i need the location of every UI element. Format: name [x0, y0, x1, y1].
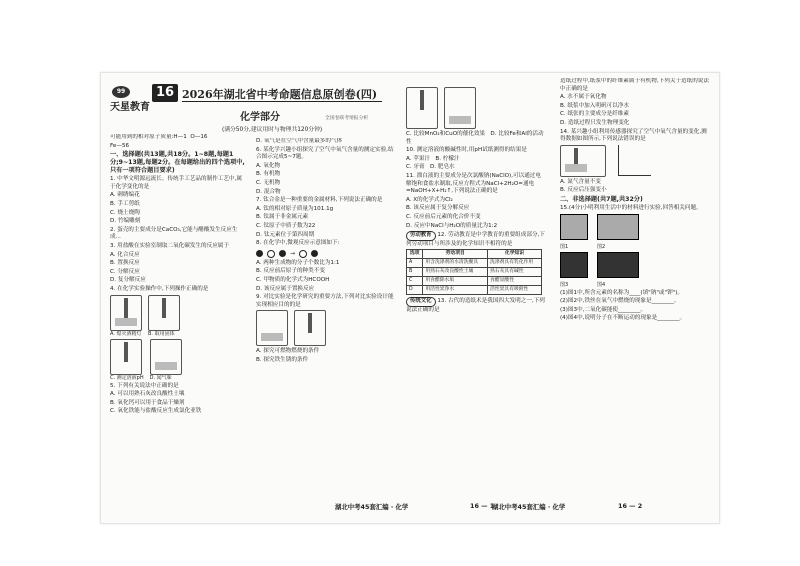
q7-option-d: D. 钛元素位于第四周期 [256, 231, 315, 238]
figure-d [150, 339, 182, 381]
figure-4-label: 图4 [597, 281, 606, 288]
q6-option-b: B. 有机物 [256, 171, 281, 178]
q15-sub-2: (2)图2中,铁丝在氧气中燃烧的现象是________。 [560, 298, 680, 305]
figure-2-label: 图2 [597, 243, 606, 250]
q7-option-a: A. 钛的相对原子质量为101.1g [256, 205, 334, 212]
question-13 [406, 297, 546, 314]
q14-graph [618, 145, 651, 176]
q15-figure-1 [560, 214, 591, 250]
question-15: 15.(4分)小明利用生活中的材料进行实验,回答相关问题。 [560, 204, 702, 211]
q5-option-d: D. 氧气是在空气中含量最多的气体 [256, 138, 343, 144]
paper-tag: 全国卷联考情报分析 [325, 116, 369, 121]
figure-d-caption: D. 闻气味 [149, 374, 172, 381]
section-title: 化学部分 [240, 112, 280, 123]
footer-right-title: 湖北中考45套汇编 · 化学 [492, 503, 566, 511]
q1-option-b: B. 手工剪纸 [110, 200, 140, 207]
figure-b [148, 295, 180, 337]
q15-sub-3: (3)图3中,二氧化碳能使________。 [560, 306, 646, 313]
reaction-diagram [256, 250, 396, 258]
table-header-cell: 化学知识 [488, 250, 542, 259]
q9-figure-c [406, 87, 438, 129]
question-2: 2. 蛋壳的主要成分是CaCO₃,它能与醋酸发生反应生成... [110, 226, 238, 241]
q14-apparatus [560, 145, 606, 177]
figure-b-caption: B. 取用固体 [148, 330, 175, 337]
question-13-text: 13. 古代的造纸术是我国四大发明之一,下列说法正确的是 [406, 298, 545, 313]
q10-option-c: C. 牙膏 [406, 164, 425, 171]
atomic-mass-2: Fe—56 [110, 142, 130, 149]
table-cell: A [407, 259, 423, 268]
question-10: 10. 测定溶液的酸碱性时,用pH试纸测得的结果是 [406, 147, 527, 154]
q9-figure-d [444, 87, 476, 129]
q15-sub-1: (1)图1中,所含元素的名称为____(填"钠"或"钾")。 [560, 289, 684, 296]
figure-4-image [597, 252, 639, 278]
table-header-cell: 劳动项目 [423, 250, 488, 259]
q15-figure-4 [597, 252, 642, 288]
q15-figures-row2 [560, 252, 710, 288]
q1-option-c: C. 烧土烧陶 [110, 209, 140, 216]
table-header [407, 250, 542, 259]
q15-figure-2 [597, 214, 642, 250]
atom-icon [279, 250, 286, 257]
q14-figures [560, 145, 710, 177]
table-cell: 活性炭具有吸附性 [488, 286, 542, 295]
table-cell: 熟石灰具有碱性 [488, 268, 542, 277]
table-header-cell: 选项 [407, 250, 423, 259]
q13-option-b: B. 纸浆中加入明矾可以净水 [560, 102, 629, 109]
logo-badge: 99 [112, 86, 130, 98]
q13-continued: 造纸过程中,纸浆中的纤维素属于有机物,下列关于造纸的说法中正确的是 [560, 78, 709, 92]
brand-name: 天星教育 [110, 102, 150, 113]
atom-icon [299, 250, 307, 258]
footer-right-page: 16 — 2 [618, 502, 643, 510]
atom-icon [267, 250, 275, 258]
question-5: 5. 下列有关说法中正确的是 [110, 382, 179, 389]
part-1-heading: 一、选择题(共13题,共18分。1~8题,每题1分;9~13题,每题2分。在每题给出的四个选项中,只有一项符合题目要求) [110, 151, 245, 175]
table-row [407, 268, 542, 277]
q6-option-a: A. 氧化物 [256, 162, 281, 169]
table-cell: 洗涤剂具有乳化作用 [488, 259, 542, 268]
q11-option-d: D. 反应中NaCl与H₂O的质量比为1:2 [406, 222, 498, 229]
q10-options-2 [406, 164, 546, 172]
q8-option-d: D. 该反应属于置换反应 [256, 285, 315, 292]
culture-badge: 传统文化 [406, 297, 436, 307]
q4-figures [110, 295, 246, 337]
q3-option-b: B. 置换反应 [110, 260, 140, 267]
labor-education-badge: 劳动教育 [406, 231, 436, 241]
q15-figure-3 [560, 252, 591, 288]
figure-b-image [148, 295, 180, 331]
q15-figures-row1 [560, 214, 710, 250]
question-6: 6. 某化学兴趣小组探究了空气中氧气含量的测定实验,结合图示完成5~7题。 [256, 146, 394, 161]
table-row [407, 277, 542, 286]
figure-2-image [597, 214, 639, 240]
table-cell: 用活性炭净水 [423, 286, 488, 295]
footer-left-page: 16 — 1 [470, 502, 495, 510]
q4-figures-2 [110, 339, 246, 381]
q10-option-b: B. 柠檬汁 [435, 155, 460, 162]
q6-option-d: D. 混合物 [256, 188, 281, 195]
figure-a-caption: A. 熄灭酒精灯 [110, 330, 142, 337]
figure-1-label: 图1 [560, 243, 569, 250]
q3-option-a: A. 化合反应 [110, 251, 140, 258]
column-3 [406, 86, 546, 316]
question-11: 11. 漂白液的主要成分是次氯酸钠(NaClO),可以通过电解饱和食盐水制取,反应方程式为NaCl+2H₂O=通电=NaOH+X+H₂↑,下列说法正确的是 [406, 172, 541, 195]
table-cell: C [407, 277, 423, 286]
question-3: 3. 用盐酸在实验室制取二氧化碳发生的反应属于 [110, 242, 229, 249]
figure-a-image [110, 295, 142, 331]
question-7: 7. 钛合金是一种重要的金属材料,下列说法正确的是 [256, 197, 383, 204]
question-1: 1. 中华文明源远流长。传统手工艺品的制作工艺中,属于化学变化的是 [110, 176, 242, 190]
paper-number: 16 [152, 84, 178, 102]
q3-option-c: C. 分解反应 [110, 268, 140, 275]
q9-option-a: A. 探究可燃物燃烧的条件 [256, 348, 320, 355]
question-9: 9. 对比实验是化学研究的重要方法,下列对比实验设计能实现相应目的的是 [256, 294, 394, 308]
q9-options-cd: C. 比较MnO₂和CuO的催化效果 D. 比较Fe和Al的活动性 [406, 131, 544, 145]
table-cell: 用食醋除水垢 [423, 277, 488, 286]
table-row [407, 259, 542, 268]
q1-option-d: D. 竹编雕刻 [110, 218, 141, 225]
column-1 [110, 134, 246, 417]
q3-option-d: D. 复分解反应 [110, 277, 146, 284]
q5-option-b: B. 氧化钙可以用于食品干燥剂 [110, 399, 185, 406]
figure-c-image [110, 339, 142, 375]
column-4 [560, 78, 710, 324]
q7-option-c: C. 钛原子中质子数为22 [256, 222, 316, 229]
atom-icon [256, 250, 263, 257]
figure-c [110, 339, 144, 381]
q8-option-a: A. 两种生成物的分子个数比为1:1 [256, 259, 340, 266]
q1-option-a: A. 刺绣编花 [110, 192, 140, 199]
q6-option-c: C. 无机物 [256, 179, 281, 186]
q11-option-c: C. 反应前后元素的化合价不变 [406, 213, 481, 220]
table-cell: D [407, 286, 423, 295]
paper-title: 2026年湖北省中考命题信息原创卷(四) [182, 88, 378, 101]
q5-option-a: A. 可以用熟石灰改良酸性土壤 [110, 391, 185, 398]
figure-c-caption: C. 测定溶液pH [110, 374, 144, 381]
atom-icon [311, 250, 318, 257]
q7-option-b: B. 钛属于非金属元素 [256, 214, 309, 221]
figure-1-image [560, 214, 588, 240]
figure-a [110, 295, 142, 337]
q11-option-b: B. 该反应属于复分解反应 [406, 205, 470, 212]
q9-figure-b [294, 310, 326, 346]
arrow-icon: → [290, 250, 296, 258]
question-12 [406, 231, 546, 248]
q13-option-c: C. 纸张的主要成分是纤维素 [560, 111, 629, 118]
part-2-heading: 二、非选择题(共7题,共32分) [560, 195, 643, 203]
title-underline [182, 101, 382, 102]
question-14: 14. 某兴趣小组利用传感器探究了空气中氧气含量的变化,测得数据如图所示,下列说法错误的是 [560, 128, 707, 143]
table-cell: 食醋显酸性 [488, 277, 542, 286]
q9-figure-a [256, 310, 288, 346]
figure-3-image [560, 252, 588, 278]
paper-meta: (满分50分,建议用时与物理共120分钟) [222, 127, 323, 133]
q9-figures-cd [406, 87, 546, 129]
column-2 [256, 138, 396, 365]
q12-table [406, 249, 542, 295]
q15-sub-4: (4)图4中,说明分子在不断运动的现象是________。 [560, 315, 686, 322]
q14-option-a: A. 氮气含量不变 [560, 178, 601, 185]
table-cell: 用熟石灰改良酸性土壤 [423, 268, 488, 277]
figure-d-image [150, 339, 182, 375]
table-cell: 用含洗涤剂的水清洗餐具 [423, 259, 488, 268]
question-4: 4. 在化学实验操作中,下列操作正确的是 [110, 285, 209, 292]
q10-option-d: D. 肥皂水 [430, 164, 455, 171]
q10-option-a: A. 苹果汁 [406, 155, 431, 162]
q9-figures [256, 310, 396, 346]
atomic-mass: 可能用到的相对原子质量:H—1 O—16 [110, 134, 208, 140]
q8-option-b: B. 反应前后原子的种类不变 [256, 268, 325, 275]
q8-option-c: C. 甲物质的化学式为HCOOH [256, 276, 330, 283]
figure-3-label: 图3 [560, 281, 569, 288]
table-cell: B [407, 268, 423, 277]
question-12-text: 12. 劳动教育是中学教育的重要组成部分,下列劳动项目与所涉及的化学知识不相符的是 [406, 232, 545, 247]
question-8: 8. 在化学中,微观反应示意图如下: [256, 240, 340, 247]
q13-option-d: D. 造纸过程只发生物理变化 [560, 119, 630, 126]
q11-option-a: A. X的化学式为Cl₂ [406, 196, 453, 203]
q10-options [406, 156, 546, 164]
table-row [407, 286, 542, 295]
q14-option-b: B. 反应后压强变小 [560, 187, 607, 194]
q9-option-b: B. 探究铁生锈的条件 [256, 356, 309, 363]
q13-option-a: A. 水不属于氧化物 [560, 94, 607, 101]
q5-option-c: C. 氧化铁能与盐酸反应生成氯化亚铁 [110, 408, 202, 415]
footer-left-title: 湖北中考45套汇编 · 化学 [335, 503, 409, 511]
